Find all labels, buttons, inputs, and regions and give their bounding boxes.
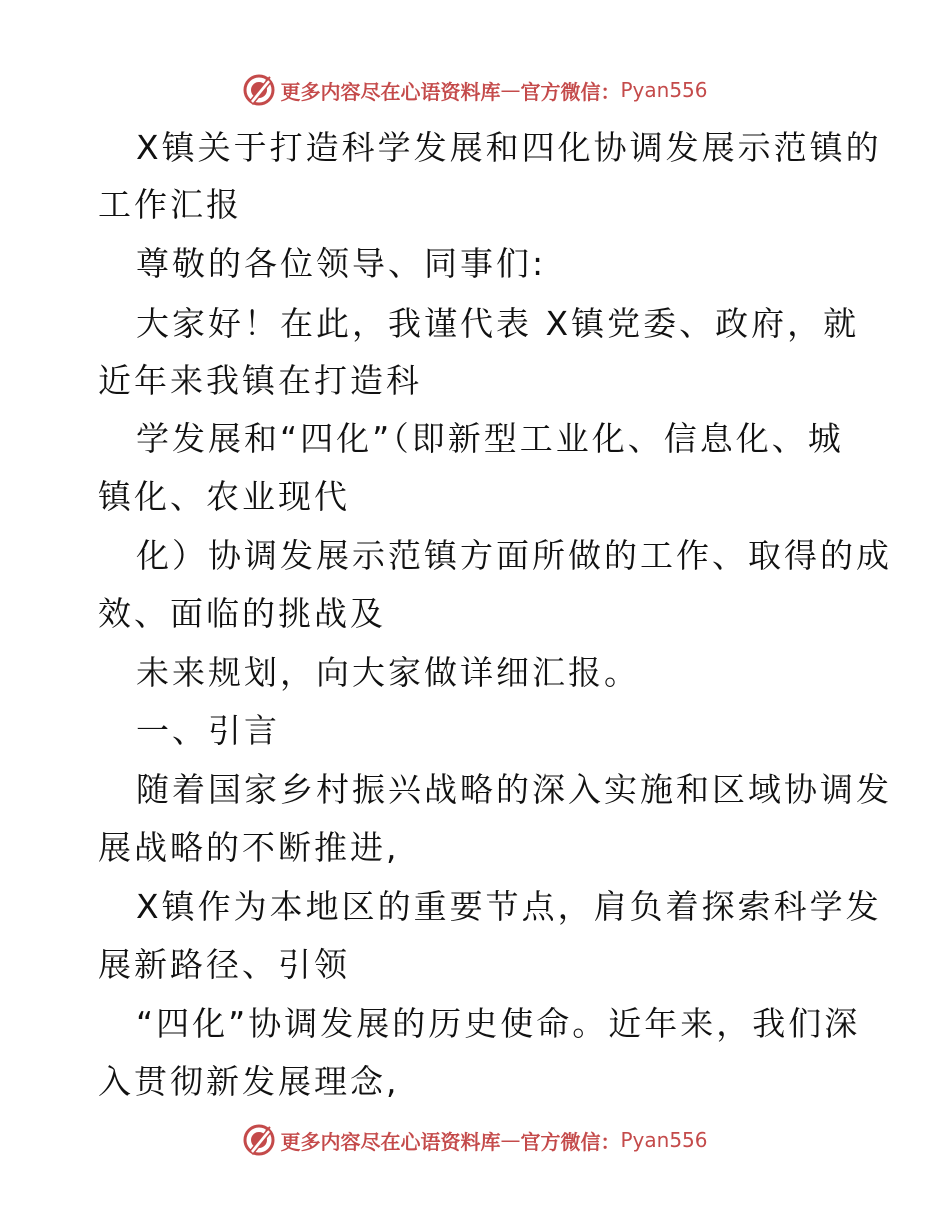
paragraph-line: 未来规划，向大家做详细汇报。 bbox=[136, 653, 640, 692]
paragraph-line: 展新路径、引领 bbox=[98, 945, 350, 984]
watermark-wechat-id: Pyan556 bbox=[620, 1128, 708, 1152]
paragraph-line: “四化”协调发展的历史使命。近年来，我们深 bbox=[136, 1004, 861, 1043]
pen-logo-icon bbox=[242, 1123, 276, 1157]
footer-watermark bbox=[0, 1120, 950, 1160]
document-title-line-2: 工作汇报 bbox=[98, 185, 242, 224]
paragraph-line: X镇作为本地区的重要节点，肩负着探索科学发 bbox=[136, 887, 882, 926]
header-watermark bbox=[0, 70, 950, 110]
pen-logo-icon bbox=[242, 73, 276, 107]
watermark-wechat-id: Pyan556 bbox=[620, 78, 708, 102]
document-title-line-1: X镇关于打造科学发展和四化协调发展示范镇的 bbox=[136, 128, 882, 167]
watermark-text-main: 更多内容尽在心语资料库 bbox=[280, 1129, 501, 1154]
paragraph-line: 近年来我镇在打造科 bbox=[98, 361, 422, 400]
paragraph-line: 展战略的不断推进, bbox=[98, 828, 400, 867]
watermark-dash: — bbox=[500, 1128, 521, 1152]
paragraph-line: 化）协调发展示范镇方面所做的工作、取得的成 bbox=[136, 536, 892, 575]
paragraph-line: 效、面临的挑战及 bbox=[98, 594, 386, 633]
paragraph-line: 学发展和“四化”（即新型工业化、信息化、城 bbox=[136, 419, 844, 458]
paragraph-line: 入贯彻新发展理念, bbox=[98, 1062, 400, 1101]
watermark-dash: — bbox=[500, 78, 521, 102]
section-heading: 一、引言 bbox=[136, 711, 280, 750]
paragraph-line: 镇化、农业现代 bbox=[98, 477, 350, 516]
paragraph-line: 大家好！在此，我谨代表 X镇党委、政府，就 bbox=[136, 304, 860, 343]
salutation: 尊敬的各位领导、同事们: bbox=[136, 244, 547, 283]
watermark-wechat-label: 官方微信： bbox=[520, 79, 621, 104]
watermark-text-main: 更多内容尽在心语资料库 bbox=[280, 79, 501, 104]
watermark-wechat-label: 官方微信： bbox=[520, 1129, 621, 1154]
paragraph-line: 随着国家乡村振兴战略的深入实施和区域协调发 bbox=[136, 770, 892, 809]
